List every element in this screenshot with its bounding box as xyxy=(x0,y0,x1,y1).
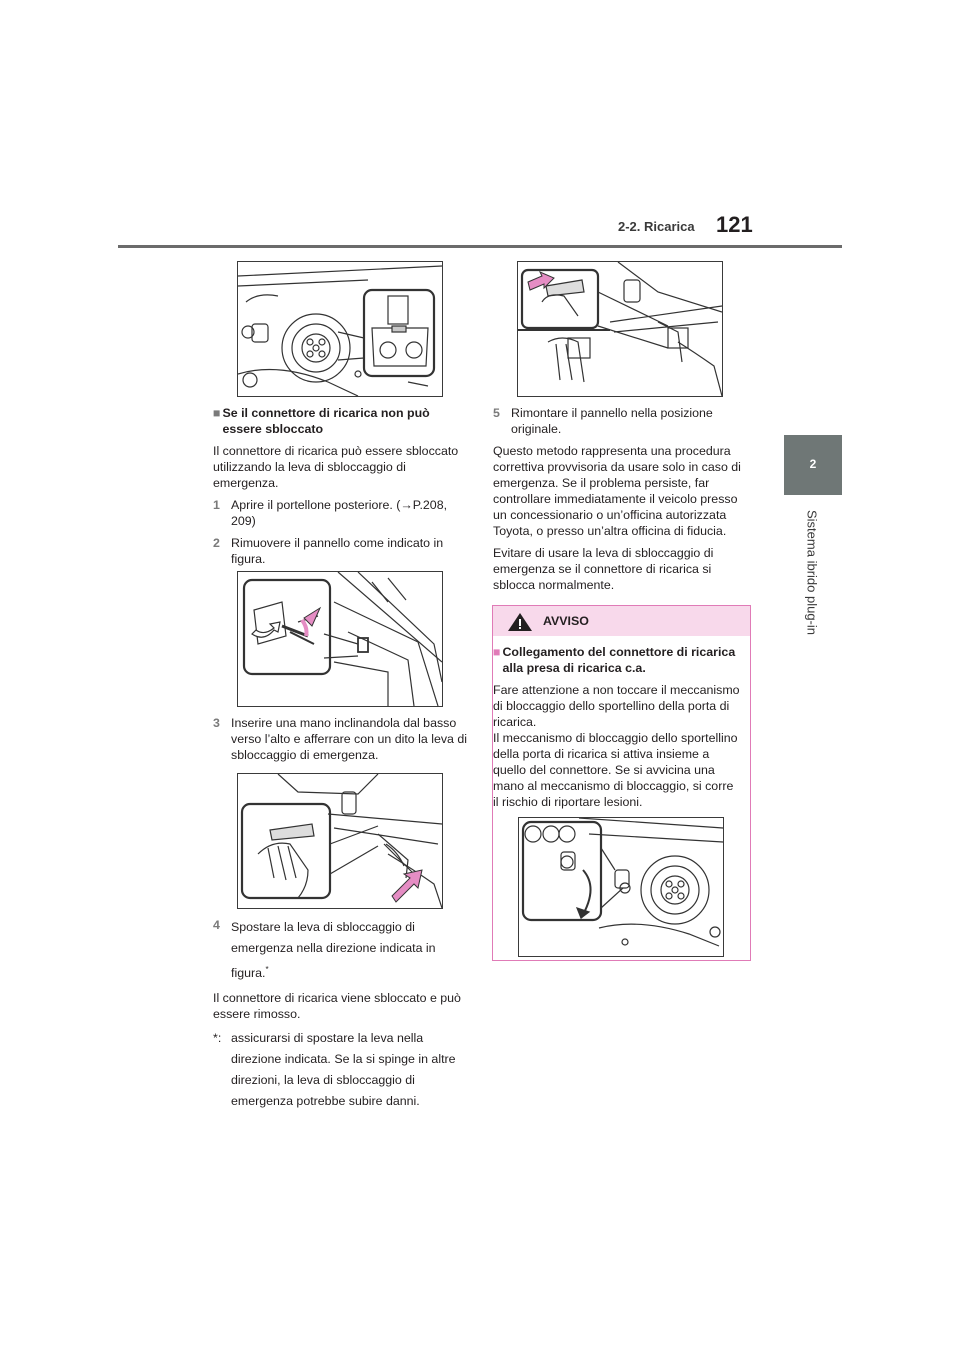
warning-triangle-icon xyxy=(507,612,533,632)
chapter-title: Sistema ibrido plug-in xyxy=(804,510,820,636)
step-1: 1 Aprire il portellone posteriore. (→P.208, 209) xyxy=(213,498,448,528)
chapter-number: 2 xyxy=(809,457,817,471)
warning-header xyxy=(493,606,750,636)
warning-text-2: Il meccanismo di bloccaggio dello sportellino della porta di ricarica si attiva insieme a quello del connettore. Se si avvicina una mano al meccanismo di bloccaggio, si corre il rischio di riportare lesioni. xyxy=(493,731,738,809)
step-2: 2 Rimuovere il pannello come indicato in figura. xyxy=(213,536,444,566)
warning-text-1: Fare attenzione a non toccare il meccanismo di bloccaggio dello sportellino della porta di ricarica. xyxy=(493,683,740,729)
square-bullet-icon: ■ xyxy=(213,406,221,420)
section-title: 2-2. Ricarica xyxy=(618,219,695,234)
footnote-reference: * xyxy=(265,965,269,974)
warning-label: AVVISO xyxy=(543,614,589,628)
footnote: *: assicurarsi di spostare la leva nella direzione indicata. Se la si spinge in altre direzioni, la leva di sbloccaggio di emergenza potrebbe subire danni. xyxy=(213,1031,456,1109)
page-number: 121 xyxy=(716,212,753,237)
illustration-grab-lever xyxy=(237,773,443,909)
illustration-lock-mechanism xyxy=(518,817,724,957)
intro-paragraph: Il connettore di ricarica può essere sbloccato utilizzando la leva di sbloccaggio di emergenza. xyxy=(213,444,459,490)
step-3: 3 Inserire una mano inclinandola dal basso verso l’alto e afferrare con un dito la leva di sbloccaggio di emergenza. xyxy=(213,716,468,762)
square-bullet-icon: ■ xyxy=(493,645,501,659)
avoid-paragraph: Evitare di usare la leva di sbloccaggio di emergenza se il connettore di ricarica si sblocca normalmente. xyxy=(493,546,714,592)
warning-heading: ■ Collegamento del connettore di ricarica alla presa di ricarica c.a. xyxy=(493,645,736,675)
illustration-charging-inlet xyxy=(237,261,443,397)
illustration-panel-removal xyxy=(237,571,443,707)
warning-box xyxy=(492,605,751,961)
step-4: 4 Spostare la leva di sbloccaggio di emergenza nella direzione indicata in figura.* xyxy=(213,918,436,981)
header-rule xyxy=(118,245,842,248)
step-5: 5 Rimontare il pannello nella posizione originale. xyxy=(493,406,713,436)
unlock-heading: ■ Se il connettore di ricarica non può essere sbloccato xyxy=(213,406,430,436)
emergency-paragraph: Questo metodo rappresenta una procedura correttiva provvisoria da usare solo in caso di emergenza. Se il problema persiste, far controllare immediatamente il veicolo presso un concessionario o un’officina autorizzata Toyota, o presso un’altra officina di fiducia. xyxy=(493,444,741,538)
illustration-remount-panel xyxy=(517,261,723,397)
result-paragraph: Il connettore di ricarica viene sbloccato e può essere rimosso. xyxy=(213,991,461,1022)
